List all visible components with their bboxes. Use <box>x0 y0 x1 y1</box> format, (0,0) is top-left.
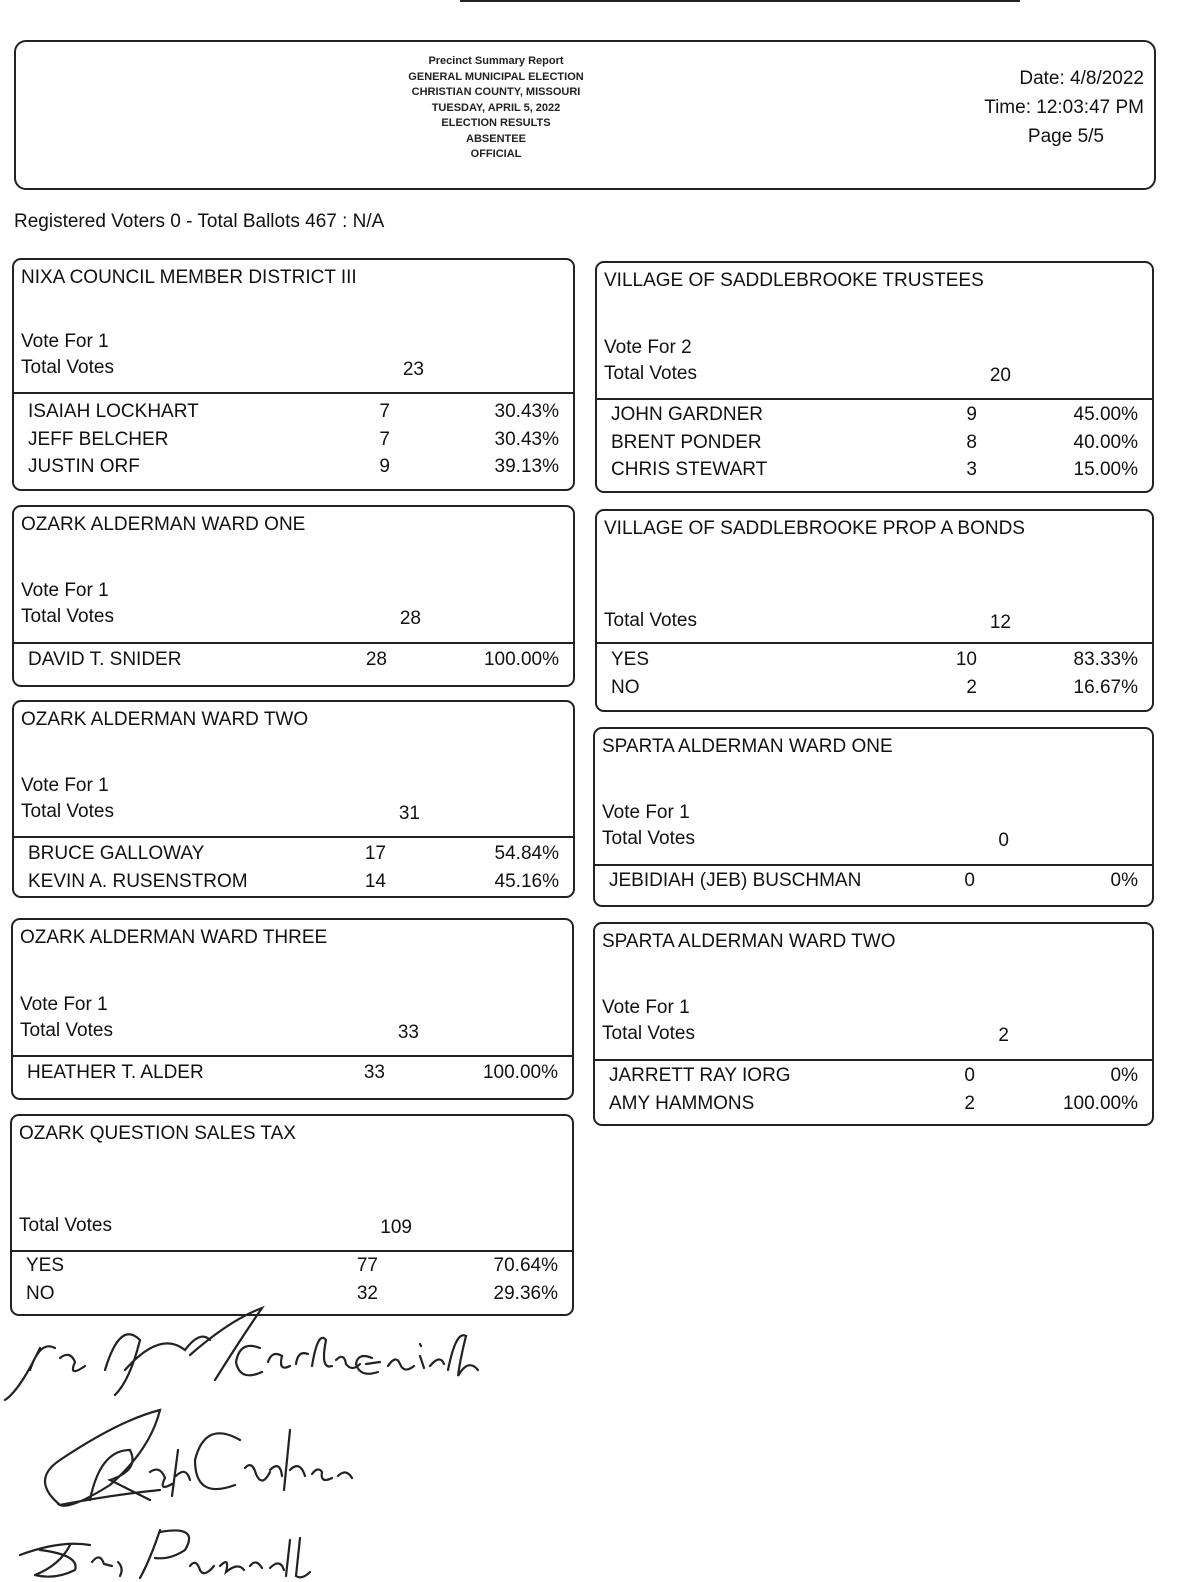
total-votes-label: Total Votes <box>21 606 114 627</box>
race-box <box>595 261 1154 493</box>
total-votes-label: Total Votes <box>602 1023 695 1044</box>
total-votes-value: 2 <box>998 1025 1009 1046</box>
candidate-row <box>27 1062 558 1089</box>
race-divider <box>12 1250 572 1252</box>
candidate-votes: 28 <box>365 649 387 670</box>
candidate-votes: 2 <box>964 1092 975 1114</box>
candidate-name: HEATHER T. ALDER <box>27 1062 204 1083</box>
candidate-percent: 30.43% <box>494 401 559 422</box>
candidate-percent: 39.13% <box>494 456 559 477</box>
candidate-name: JOHN GARDNER <box>611 404 764 425</box>
candidate-percent: 45.16% <box>494 870 559 892</box>
total-votes-value: 20 <box>989 365 1011 386</box>
candidate-name: BRUCE GALLOWAY <box>28 843 205 864</box>
vote-for-label: Vote For 1 <box>602 997 690 1018</box>
signature-2 <box>45 1410 352 1506</box>
report-time: Time: 12:03:47 PM <box>984 97 1144 118</box>
race-divider <box>14 392 573 394</box>
candidate-votes: 3 <box>966 459 977 480</box>
race-title: VILLAGE OF SADDLEBROOKE TRUSTEES <box>604 270 984 291</box>
top-rule <box>460 0 1020 2</box>
total-votes-label: Total Votes <box>21 801 114 822</box>
candidate-name: ISAIAH LOCKHART <box>28 401 199 422</box>
total-votes-value: 28 <box>399 608 421 629</box>
candidate-name: YES <box>26 1255 65 1276</box>
total-votes-value: 23 <box>402 359 424 380</box>
candidate-percent: 15.00% <box>1073 459 1138 480</box>
candidate-name: YES <box>611 649 650 670</box>
candidate-votes: 8 <box>966 431 977 453</box>
race-title: VILLAGE OF SADDLEBROOKE PROP A BONDS <box>604 518 1025 539</box>
total-votes-label: Total Votes <box>604 610 697 631</box>
candidate-votes: 7 <box>379 428 390 450</box>
total-votes-value: 0 <box>998 830 1009 851</box>
candidate-name: DAVID T. SNIDER <box>28 649 182 670</box>
candidate-percent: 45.00% <box>1073 404 1138 425</box>
race-box <box>10 1114 574 1316</box>
candidate-votes: 33 <box>363 1062 385 1083</box>
race-title: OZARK QUESTION SALES TAX <box>19 1123 296 1144</box>
vote-for-label: Vote For 1 <box>20 994 108 1015</box>
candidate-percent: 0% <box>1110 1065 1138 1086</box>
race-divider <box>595 1059 1152 1061</box>
candidate-row <box>609 870 1138 897</box>
candidate-percent: 30.43% <box>494 428 559 450</box>
candidate-row <box>28 456 559 483</box>
signature-1 <box>5 1308 478 1400</box>
candidate-percent: 0% <box>1110 870 1138 891</box>
total-votes-label: Total Votes <box>19 1215 112 1236</box>
race-divider <box>597 398 1152 400</box>
race-title: OZARK ALDERMAN WARD TWO <box>21 709 309 730</box>
candidate-percent: 100.00% <box>1062 1092 1138 1114</box>
candidate-votes: 10 <box>955 649 977 670</box>
candidate-votes: 0 <box>964 1065 975 1086</box>
candidate-name: JEBIDIAH (JEB) BUSCHMAN <box>609 870 862 891</box>
report-header <box>14 40 1156 190</box>
total-votes-value: 33 <box>397 1022 419 1043</box>
candidate-percent: 40.00% <box>1073 431 1138 453</box>
candidate-name: CHRIS STEWART <box>611 459 768 480</box>
vote-for-label: Vote For 1 <box>21 331 109 352</box>
race-title: OZARK ALDERMAN WARD THREE <box>20 927 328 948</box>
candidate-row <box>611 432 1138 459</box>
race-title: SPARTA ALDERMAN WARD TWO <box>602 931 896 952</box>
candidate-name: JEFF BELCHER <box>28 428 169 450</box>
candidate-votes: 77 <box>356 1255 378 1276</box>
race-box <box>593 727 1154 907</box>
candidate-row <box>28 649 559 676</box>
candidate-percent: 83.33% <box>1073 649 1138 670</box>
candidate-percent: 100.00% <box>483 649 559 670</box>
race-title: NIXA COUNCIL MEMBER DISTRICT III <box>21 267 357 288</box>
race-box <box>12 258 575 491</box>
candidate-percent: 70.64% <box>493 1255 558 1276</box>
race-title: SPARTA ALDERMAN WARD ONE <box>602 736 893 757</box>
total-votes-label: Total Votes <box>604 363 697 384</box>
candidate-row <box>26 1255 558 1282</box>
candidate-name: KEVIN A. RUSENSTROM <box>28 870 248 892</box>
report-title: Precinct Summary Report <box>428 55 564 67</box>
race-box <box>595 509 1154 712</box>
vote-for-label: Vote For 1 <box>21 775 109 796</box>
total-votes-label: Total Votes <box>20 1020 113 1041</box>
candidate-row <box>28 871 559 898</box>
ballot-type: ABSENTEE <box>466 132 526 145</box>
total-votes-value: 12 <box>989 612 1011 633</box>
candidate-row <box>28 843 559 870</box>
results-label: ELECTION RESULTS <box>441 117 551 129</box>
vote-for-label: Vote For 2 <box>604 337 692 358</box>
candidate-name: NO <box>611 676 640 698</box>
race-title: OZARK ALDERMAN WARD ONE <box>21 514 306 535</box>
race-divider <box>595 864 1152 866</box>
candidate-percent: 54.84% <box>494 843 559 864</box>
page-number: Page 5/5 <box>1027 126 1104 147</box>
total-votes-value: 109 <box>380 1217 412 1238</box>
vote-for-label: Vote For 1 <box>602 802 690 823</box>
candidate-row <box>611 649 1138 676</box>
candidate-votes: 17 <box>364 843 386 864</box>
race-divider <box>13 1055 572 1057</box>
total-votes-label: Total Votes <box>602 828 695 849</box>
candidate-percent: 100.00% <box>482 1062 558 1083</box>
candidate-votes: 14 <box>364 870 386 892</box>
report-title-block <box>356 54 636 163</box>
official-label: OFFICIAL <box>470 148 522 160</box>
county-name: CHRISTIAN COUNTY, MISSOURI <box>411 86 581 98</box>
candidate-percent: 29.36% <box>493 1282 558 1304</box>
race-divider <box>14 836 573 838</box>
total-votes-label: Total Votes <box>21 357 114 378</box>
candidate-row <box>28 401 559 428</box>
candidate-name: AMY HAMMONS <box>609 1092 755 1114</box>
candidate-votes: 7 <box>379 401 390 422</box>
election-name: GENERAL MUNICIPAL ELECTION <box>408 70 584 83</box>
race-box <box>11 918 574 1100</box>
candidate-name: JUSTIN ORF <box>28 456 140 477</box>
candidate-row <box>28 429 559 456</box>
candidate-votes: 32 <box>356 1282 378 1304</box>
candidate-votes: 2 <box>966 676 977 698</box>
report-date: Date: 4/8/2022 <box>1019 68 1144 89</box>
signatures <box>0 1300 520 1582</box>
total-votes-value: 31 <box>398 803 420 824</box>
candidate-votes: 9 <box>966 404 977 425</box>
report-meta <box>984 64 1144 151</box>
candidate-votes: 9 <box>379 456 390 477</box>
candidate-name: NO <box>26 1282 55 1304</box>
vote-for-label: Vote For 1 <box>21 580 109 601</box>
candidate-row <box>609 1065 1138 1092</box>
candidate-name: BRENT PONDER <box>611 431 762 453</box>
candidate-row <box>609 1093 1138 1120</box>
candidate-row <box>611 459 1138 486</box>
signature-3 <box>20 1530 310 1578</box>
election-date: TUESDAY, APRIL 5, 2022 <box>431 101 561 114</box>
race-box <box>12 700 575 898</box>
candidate-row <box>611 404 1138 431</box>
race-box <box>593 922 1154 1126</box>
race-divider <box>597 642 1152 644</box>
candidate-name: JARRETT RAY IORG <box>609 1065 791 1086</box>
candidate-votes: 0 <box>964 870 975 891</box>
ballot-summary: Registered Voters 0 - Total Ballots 467 : N/A <box>14 211 385 232</box>
candidate-row <box>611 677 1138 704</box>
race-box <box>12 505 575 687</box>
race-divider <box>14 642 573 644</box>
candidate-percent: 16.67% <box>1073 676 1138 698</box>
